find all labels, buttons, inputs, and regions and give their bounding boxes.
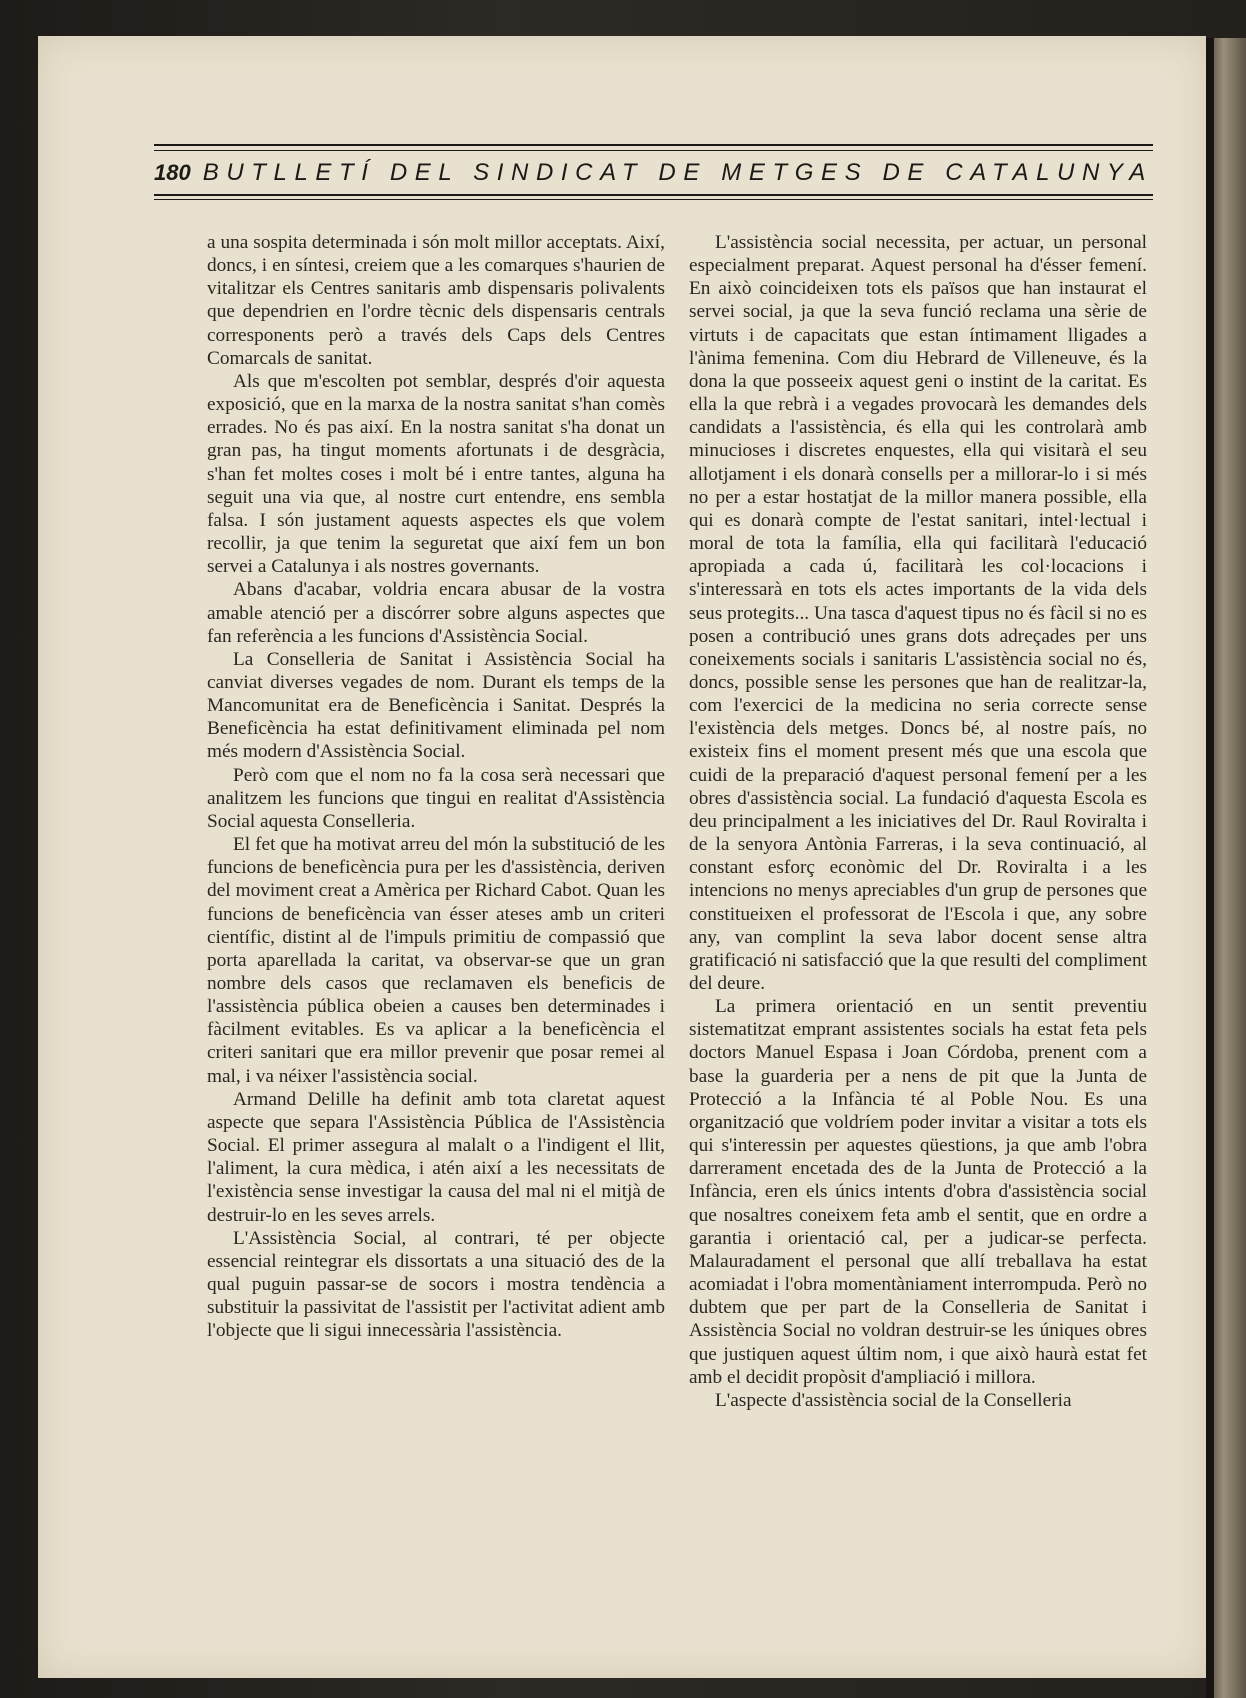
- header-rule-top: [154, 144, 1153, 146]
- header-rule-bottom-thin: [154, 199, 1153, 200]
- header-rule-bottom: [154, 194, 1153, 196]
- next-page-edge: [1214, 38, 1246, 1698]
- paragraph: El fet que ha motivat arreu del món la substitució de les funcions de beneficència pura per les d'assistència, deriven del moviment creat a Amèrica per Richard Cabot. Quan les funcions de beneficència van ésser ateses amb un criteri científic, distint al de l'impuls primitiu de compassió que porta aparellada la caritat, va observar-se que un gran nombre dels casos que reclamaven els beneficis de l'assistència pública obeien a causes ben determinades i fàcilment evitables. Es va aplicar a la beneficència el criteri sanitari que era millor prevenir que posar remei al mal, i va néixer l'assistència social.: [207, 834, 665, 1087]
- running-title: BUTLLETÍ DEL SINDICAT DE METGES DE CATALUNYA: [202, 159, 1153, 186]
- right-column: [689, 231, 1147, 1412]
- paragraph: L'assistència social necessita, per actuar, un personal especialment preparat. Aquest personal ha d'ésser femení. En això coincideixen tots els països que han instaurat el servei social, ja que la seva funció reclama una sèrie de virtuts i de capacitats que estan íntimament lligades a l'ànima femenina. Com diu Hebrard de Villeneuve, és la dona la que posseeix aquest geni o instint de la caritat. Es ella la que rebrà i a vegades provocarà les demandes dels candidats a l'assistència, és ella qui les controlarà amb minucioses i discretes enquestes, ella qui visitarà el seu allotjament i els donarà consells per a millorar-lo i si més no per a estar hostatjat de la millor manera possible, ella qui es donarà compte de l'estat sanitari, intel·lectual i moral de tota la família, ella qui facilitarà l'educació apropiada a cada ú, facilitarà les col·locacions i s'interessarà en tots els actes importants de la vida dels seus protegits... Una tasca d'aquest tipus no és fàcil si no es posen a contribució unes grans dots adreçades per uns coneixements socials i sanitaris L'assistència social no és, doncs, possible sense les persones que han de realitzar-la, com l'exercici de la medicina no seria correcte sense l'existència dels metges. Doncs bé, al nostre país, no existeix fins el moment present més que una escola que cuidi de la preparació d'aquest personal femení per a les obres d'assistència social. La fundació d'aquesta Escola es deu principalment a les iniciatives del Dr. Raul Roviralta i de la senyora Antònia Farreras, i la seva continuació, al constant esforç econòmic del Dr. Roviralta i a les intencions no menys apreciables d'un grup de persones que constitueixen el professorat de l'Escola i que, any sobre any, van complint la seva labor docent sense altra gratificació ni satisfacció que la que resulti del compliment del deure.: [689, 232, 1147, 994]
- paragraph: Armand Delille ha definit amb tota claretat aquest aspecte que separa l'Assistència Pública de l'Assistència Social. El primer assegura al malalt o a l'indigent el llit, l'aliment, la cura mèdica, i atén així a les necessitats de l'existència sense investigar la causa del mal ni el mitjà de destruir-lo en les seves arrels.: [207, 1088, 665, 1226]
- paragraph: L'aspecte d'assistència social de la Conselleria: [715, 1389, 1072, 1411]
- left-column: [207, 231, 665, 1343]
- paragraph: a una sospita determinada i són molt millor acceptats. Així, doncs, i en síntesi, creiem que a les comarques s'haurien de vitalitzar els Centres sanitaris amb dispensaris polivalents que dependrien en l'ordre tècnic dels dispensaris centrals corresponents però a través dels Caps dels Centres Comarcals de sanitat.: [207, 232, 665, 369]
- page-number: 180: [154, 160, 191, 185]
- paragraph: Però com que el nom no fa la cosa serà necessari que analitzem les funcions que tingui en realitat d'Assistència Social aquesta Conselleria.: [207, 764, 665, 832]
- paragraph: Abans d'acabar, voldria encara abusar de la vostra amable atenció per a discórrer sobre alguns aspectes que fan referència a les funcions d'Assistència Social.: [207, 579, 665, 647]
- header-text: [154, 154, 1153, 192]
- header-rule-top-thin: [154, 150, 1153, 151]
- paragraph: L'Assistència Social, al contrari, té per objecte essencial reintegrar els dissortats a una situació des de la qual puguin passar-se de socors i mostra tendència a substituir la passivitat de l'assistit per l'activitat adient amb l'objecte que li sigui innecessària l'assistència.: [207, 1227, 665, 1342]
- paragraph: La Conselleria de Sanitat i Assistència Social ha canviat diverses vegades de nom. Durant els temps de la Mancomunitat era de Beneficència i Sanitat. Després la Beneficència ha estat definitivament eliminada pel nom més modern d'Assistència Social.: [207, 648, 665, 763]
- paragraph: La primera orientació en un sentit preventiu sistematitzat emprant assistentes socials ha estat feta pels doctors Manuel Espasa i Joan Córdoba, prenent com a base la guarderia per a nens de pit que la Junta de Protecció a la Infància té al Poble Nou. Es una organització que voldríem poder invitar a visitar a tots els qui s'interessin per aquestes qüestions, ja que amb l'obra darrerament encetada des de la Junta de Protecció a la Infància, eren els únics intents d'obra d'assistència social que nosaltres coneixem feta amb el sentit, que en ordre a garantia i orientació cal, per a judicar-se perfecta. Malauradament el personal que allí treballava ha estat acomiadat i l'obra momentàniament interrompuda. Però no dubtem que per part de la Conselleria de Sanitat i Assistència Social no voldran destruir-se les úniques obres que justiquen aquest últim nom, i que això haurà estat fet amb el decidit propòsit d'ampliació i millora.: [689, 996, 1147, 1388]
- running-header: [154, 140, 1153, 202]
- paragraph: Als que m'escolten pot semblar, després d'oir aquesta exposició, que en la marxa de la nostra sanitat s'han comès errades. No és pas així. En la nostra sanitat s'ha donat un gran pas, ha tingut moments afortunats i de desgràcia, s'han fet moltes coses i molt bé i entre tantes, alguna ha seguit una via que, al nostre curt entendre, ens sembla falsa. I són justament aquests aspectes els que volem recollir, ja que tenim la seguretat que així fem un bon servei a Catalunya i als nostres governants.: [207, 370, 665, 578]
